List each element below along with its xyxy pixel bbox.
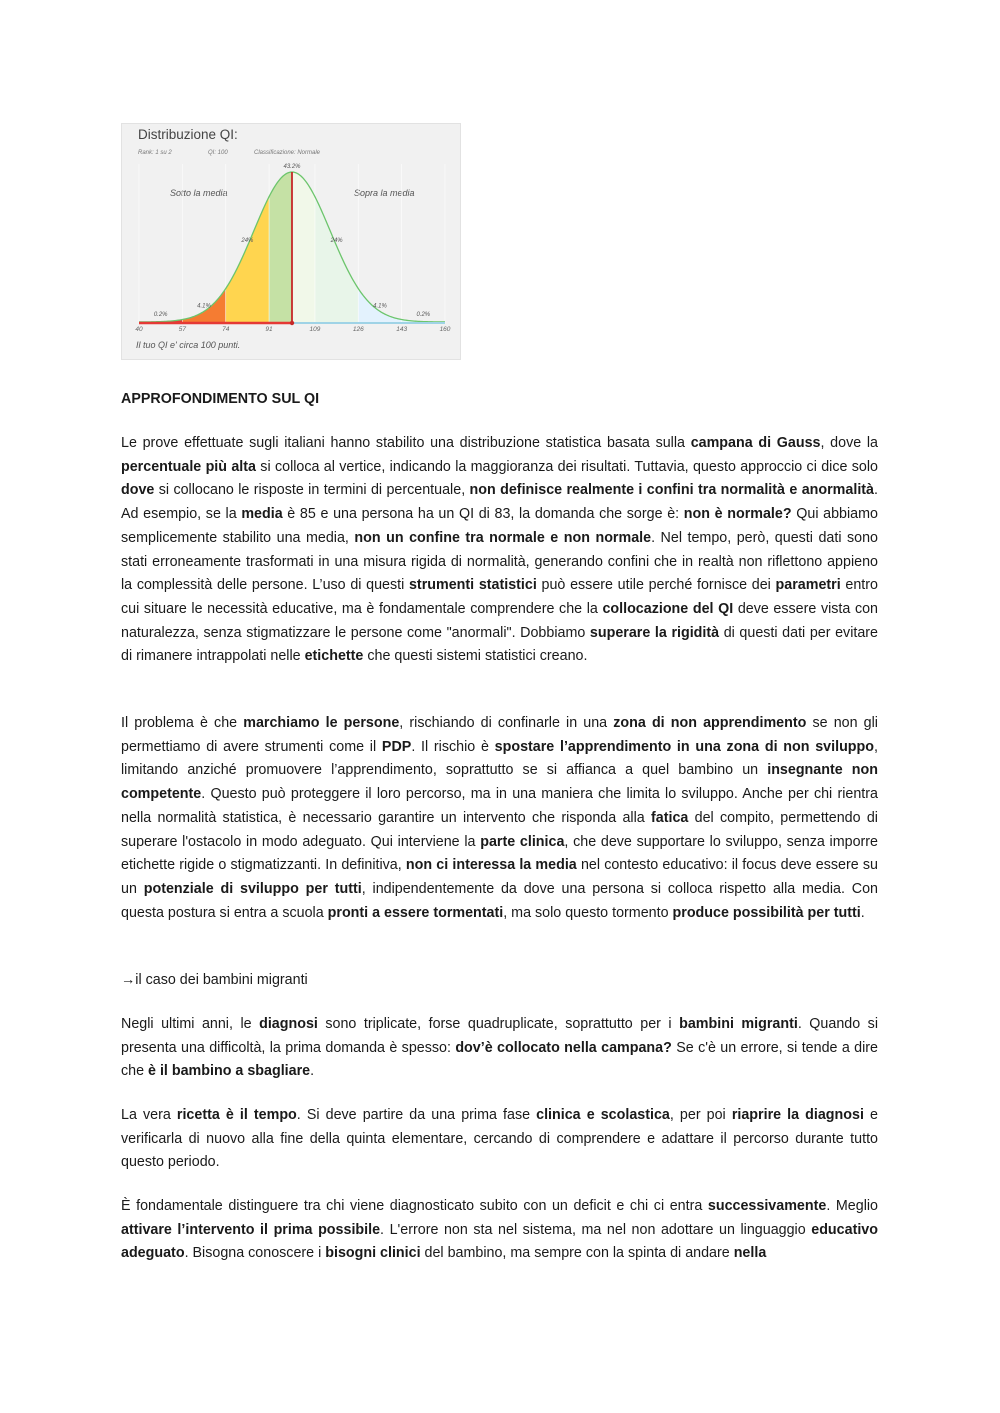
text-run: La vera (121, 1107, 177, 1123)
bold-text-run: clinica e scolastica (536, 1107, 670, 1123)
iq-distribution-figure (121, 123, 461, 360)
text-run: che questi sistemi statistici creano. (363, 648, 588, 665)
bold-text-run: ricetta è il tempo (176, 1107, 297, 1123)
text-run: È fondamentale distinguere tra chi viene diagnosticato subito con un deficit e chi ci entra (121, 1198, 708, 1214)
bold-text-run: diagnosi (259, 1016, 318, 1032)
chart-band-area (292, 172, 315, 324)
chart-x-tick-label: 74 (222, 326, 230, 333)
paragraph-text (121, 1104, 878, 1175)
bold-text-run: bambini migranti (679, 1016, 798, 1032)
chart-band-percent-label: 0.2% (153, 312, 168, 318)
paragraph-text (121, 712, 878, 925)
paragraph-text (121, 432, 878, 669)
bold-text-run: potenziale di sviluppo per tutti (143, 880, 362, 897)
text-run: si collocano le risposte in termini di percentuale, (154, 482, 470, 499)
text-run: , indipendentemente da dove una persona si colloca rispetto alla media. Con questa postura si entra a scuola (121, 880, 878, 921)
text-run: . Meglio (826, 1198, 879, 1214)
bold-text-run: media (241, 506, 283, 523)
chart-band-area (226, 197, 269, 324)
chart-band-percent-label: 0.2% (416, 312, 431, 318)
chart-marker-dot (290, 321, 294, 325)
bold-text-run: campana di Gauss (690, 435, 821, 451)
chart-x-tick-label: 143 (396, 326, 408, 333)
chart-band-percent-label: 43.2% (283, 164, 301, 170)
chart-meta-class: Classificazione: Normale (254, 150, 321, 156)
paragraph-4 (121, 1013, 878, 1084)
bold-text-run: spostare l’apprendimento in una zona di non sviluppo (494, 738, 875, 755)
text-run: , che deve supportare lo sviluppo, senza imporre etichette rigide o stigmatizzanti. In definitiva, (121, 833, 878, 874)
bold-text-run: attivare l’intervento il prima possibile (121, 1221, 381, 1238)
bold-text-run: pronti a essere tormentati (327, 904, 504, 921)
bold-text-run: parte clinica (480, 833, 565, 850)
text-run: , rischiando di confinarle in una (399, 715, 614, 731)
text-run: . (310, 1063, 315, 1080)
text-run: e verificarla di nuovo alla fine della quinta elementare, cercando di comprendere e adattare il percorso durante tutto questo periodo. (121, 1107, 878, 1171)
chart-band-area (269, 172, 292, 324)
text-run: . Il rischio è (411, 738, 495, 755)
paragraph-text (121, 1013, 878, 1084)
text-run: . Nel tempo, però, questi dati sono stati erroneamente trasformati in una misura rigida di normalità, generando confini che in realtà non riflettono appieno la complessità delle persone. L’uso di questi (121, 529, 879, 594)
text-run: Negli ultimi anni, le (121, 1016, 260, 1032)
bold-text-run: non definisce realmente i confini tra normalità e anormalità (469, 482, 875, 499)
bold-text-run: dov’è collocato nella campana? (455, 1039, 672, 1056)
chart-x-tick-label: 109 (309, 326, 321, 333)
text-run: del compito, permettendo di superare l'ostacolo in modo adeguato. Qui interviene la (121, 809, 878, 850)
bold-text-run: dove (121, 482, 155, 499)
text-run: si colloca al vertice, indicando la maggioranza dei risultati. Tuttavia, questo approccio ci dice solo (255, 458, 878, 475)
chart-title: Distribuzione QI: (138, 127, 238, 142)
paragraph-1 (121, 432, 878, 669)
chart-meta-qi: QI: 100 (208, 150, 228, 156)
text-run: , ma solo questo tormento (503, 904, 673, 921)
text-run: sono triplicate, forse quadruplicate, soprattutto per i (317, 1016, 680, 1032)
bold-text-run: superare la rigidità (589, 624, 720, 641)
text-run: deve essere vista con naturalezza, senza stigmatizzare le persone come "anormali". Dobbiamo (121, 600, 879, 641)
chart-footer: Il tuo QI e' circa 100 punti. (136, 340, 241, 350)
chart-x-tick-label: 91 (265, 326, 273, 333)
bold-text-run: fatica (651, 809, 689, 826)
chart-meta-rank: Rank: 1 su 2 (138, 150, 172, 156)
above-average-label: Sopra la media (354, 188, 415, 198)
chart-band-area (315, 197, 358, 324)
section-heading-block (121, 388, 878, 412)
bold-text-run: educativo adeguato (121, 1221, 878, 1262)
bold-text-run: è il bambino a sbagliare (148, 1063, 311, 1080)
bold-text-run: marchiamo le persone (243, 715, 400, 731)
bold-text-run: percentuale più alta (121, 458, 256, 475)
text-run: . Questo può proteggere il loro percorso, ma in una maniera che limita lo sviluppo. Anche per chi rientra nella normalità statistica, è necessario garantire un intervento che risponda alla (121, 786, 878, 826)
bold-text-run: zona di non apprendimento (613, 715, 807, 731)
paragraph-5 (121, 1104, 878, 1175)
text-run: del bambino, ma sempre con la spinta di andare (420, 1245, 734, 1262)
chart-band-percent-label: 4.1% (197, 303, 211, 310)
text-run: entro cui situare le necessità educative, ma è fondamentale comprendere che la (121, 577, 878, 617)
text-run: . Bisogna conoscere i (184, 1245, 326, 1262)
text-run: . L'errore non sta nel sistema, ma nel non adottare un linguaggio (380, 1221, 812, 1238)
text-run: . (860, 904, 865, 921)
bold-text-run: PDP (381, 738, 412, 755)
bold-text-run: insegnante non competente (121, 762, 878, 803)
bold-text-run: parametri (775, 577, 841, 594)
bold-text-run: non ci interessa la media (405, 857, 577, 874)
bold-text-run: nella (733, 1245, 767, 1262)
text-run: nel contesto educativo: il focus deve essere su un (121, 857, 878, 897)
paragraph-2 (121, 712, 878, 925)
paragraph-6 (121, 1195, 878, 1266)
text-run: , dove la (820, 435, 879, 451)
text-run: Le prove effettuate sugli italiani hanno stabilito una distribuzione statistica basata sulla (121, 435, 691, 451)
bold-text-run: strumenti statistici (408, 577, 537, 594)
text-run: è 85 e una persona ha un QI di 83, la domanda che sorge è: (282, 506, 684, 523)
chart-band-percent-label: 24% (330, 238, 343, 245)
text-run: di questi dati per evitare di rimanere intrappolati nelle (121, 624, 879, 665)
bold-text-run: produce possibilità per tutti (672, 904, 861, 921)
text-run: Qui abbiamo semplicemente stabilito una media, (121, 506, 878, 546)
iq-bell-curve-chart (122, 124, 462, 361)
chart-x-tick-label: 160 (439, 326, 451, 333)
paragraph-3 (121, 969, 878, 993)
text-run: →il caso dei bambini migranti (121, 972, 308, 988)
section-heading: APPROFONDIMENTO SUL QI (121, 391, 320, 407)
bold-text-run: etichette (304, 648, 364, 665)
text-run: , limitando anziché promuovere l’apprendimento, soprattutto se si affianca a quel bambino un (121, 738, 878, 779)
text-run: . Quando si presenta una difficoltà, la prima domanda è spesso: (121, 1016, 879, 1056)
bold-text-run: successivamente (707, 1198, 827, 1214)
text-run: se non gli permettiamo di avere strumenti come il (121, 715, 878, 755)
text-run: , per poi (669, 1107, 732, 1123)
chart-x-tick-label: 40 (135, 326, 143, 333)
paragraph-text (121, 969, 878, 993)
chart-band-percent-label: 4.1% (373, 303, 387, 310)
chart-x-tick-label: 126 (352, 326, 364, 333)
paragraph-text (121, 1195, 878, 1266)
below-average-label: Sotto la media (170, 188, 228, 198)
bold-text-run: collocazione del QI (602, 600, 734, 617)
text-run: . Ad esempio, se la (121, 482, 878, 523)
text-run: Se c'è un errore, si tende a dire che (121, 1039, 879, 1080)
text-run: . Si deve partire da una prima fase (296, 1107, 537, 1123)
chart-band-percent-label: 24% (241, 238, 254, 245)
text-run: può essere utile perché fornisce dei (536, 577, 776, 594)
bold-text-run: riaprire la diagnosi (731, 1107, 864, 1123)
bold-text-run: non è normale? (683, 506, 792, 523)
chart-x-tick-label: 57 (178, 326, 186, 333)
bold-text-run: non un confine tra normale e non normale (354, 529, 652, 546)
text-run: Il problema è che (121, 715, 244, 731)
bold-text-run: bisogni clinici (325, 1245, 421, 1262)
